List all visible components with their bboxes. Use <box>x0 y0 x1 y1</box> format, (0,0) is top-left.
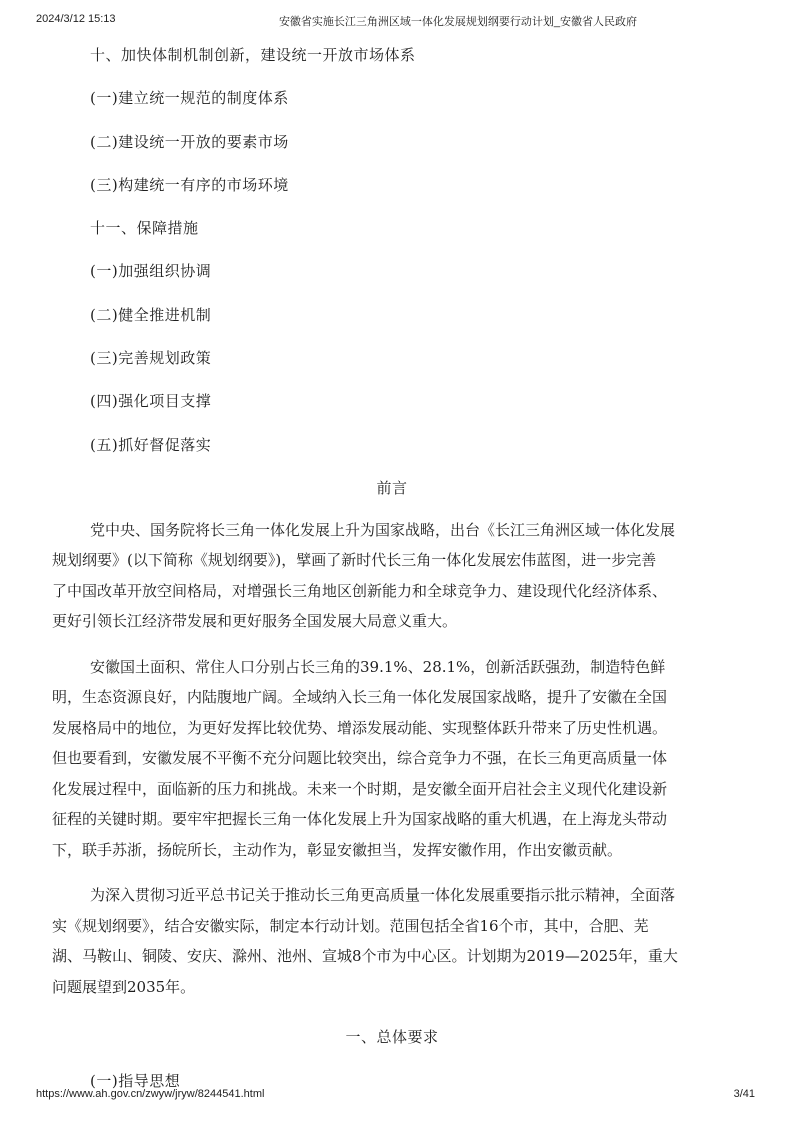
paragraph-line: 征程的关键时期。要牢牢把握长三角一体化发展上升为国家战略的重大机遇，在上海龙头带动 <box>52 810 668 829</box>
paragraph-line: 湖、马鞍山、铜陵、安庆、滁州、池州、宣城8个市为中心区。计划期为2019—2025年，重大 <box>52 947 678 966</box>
outline-list <box>90 42 698 475</box>
page-url: https://www.ah.gov.cn/zwyw/jryw/8244541.html <box>36 1088 265 1100</box>
paragraph-line: 问题展望到2035年。 <box>52 977 196 996</box>
outline-item: 十、加快体制机制创新，建设统一开放市场体系 <box>90 46 416 64</box>
outline-item: (三)完善规划政策 <box>90 349 212 368</box>
paragraph-line: 规划纲要》(以下简称《规划纲要》)，擘画了新时代长三角一体化发展宏伟蓝图，进一步完善 <box>52 551 657 570</box>
page-header-title: 安徽省实施长江三角洲区域一体化发展规划纲要行动计划_安徽省人民政府 <box>278 16 638 28</box>
preface-heading: 前言 <box>376 478 408 497</box>
outline-item: (五)抓好督促落实 <box>90 435 212 454</box>
paragraph-line: 下，联手苏浙，扬皖所长，主动作为，彰显安徽担当，发挥安徽作用，作出安徽贡献。 <box>52 840 623 859</box>
paragraph-line: 但也要看到，安徽发展不平衡不充分问题比较突出，综合竞争力不强，在长三角更高质量一体 <box>52 749 668 768</box>
outline-item: (一)建立统一规范的制度体系 <box>90 89 289 108</box>
page-number: 3/41 <box>733 1088 755 1100</box>
paragraph-line: 更好引领长江经济带发展和更好服务全国发展大局意义重大。 <box>52 612 458 631</box>
outline-item: (一)加强组织协调 <box>90 262 212 281</box>
paragraph-line: 党中央、国务院将长三角一体化发展上升为国家战略，出台《长江三角洲区域一体化发展 <box>90 520 676 539</box>
print-datetime: 2024/3/12 15:13 <box>36 13 116 25</box>
paragraph-line: 安徽国土面积、常住人口分别占长三角的39.1%、28.1%，创新活跃强劲，制造特色鲜 <box>90 657 666 676</box>
outline-item: (四)强化项目支撑 <box>90 392 212 411</box>
paragraph-line: 化发展过程中，面临新的压力和挑战。未来一个时期，是安徽全面开启社会主义现代化建设新 <box>52 779 668 798</box>
paragraph <box>52 515 742 637</box>
paragraph <box>52 880 742 1002</box>
paragraph-line: 明，生态资源良好，内陆腹地广阔。全域纳入长三角一体化发展国家战略，提升了安徽在全国 <box>52 688 668 707</box>
paragraph-line: 为深入贯彻习近平总书记关于推动长三角更高质量一体化发展重要指示批示精神，全面落 <box>90 886 676 905</box>
outline-item: 十一、保障措施 <box>90 219 199 238</box>
paragraph <box>52 652 742 866</box>
paragraph-line: 实《规划纲要》，结合安徽实际，制定本行动计划。范围包括全省16个市，其中，合肥、芜 <box>52 916 649 935</box>
outline-item: (三)构建统一有序的市场环境 <box>90 175 289 194</box>
paragraph-line: 了中国改革开放空间格局，对增强长三角地区创新能力和全球竞争力、建设现代化经济体系、 <box>52 581 668 600</box>
outline-item: (二)建设统一开放的要素市场 <box>90 132 289 151</box>
paragraph-line: 发展格局中的地位，为更好发挥比较优势、增添发展动能、实现整体跃升带来了历史性机遇。 <box>52 718 668 737</box>
section-heading: 一、总体要求 <box>345 1028 439 1047</box>
document-body <box>52 42 698 1098</box>
subsection-heading: (一)指导思想 <box>90 1072 181 1091</box>
outline-item: (二)健全推进机制 <box>90 305 212 324</box>
